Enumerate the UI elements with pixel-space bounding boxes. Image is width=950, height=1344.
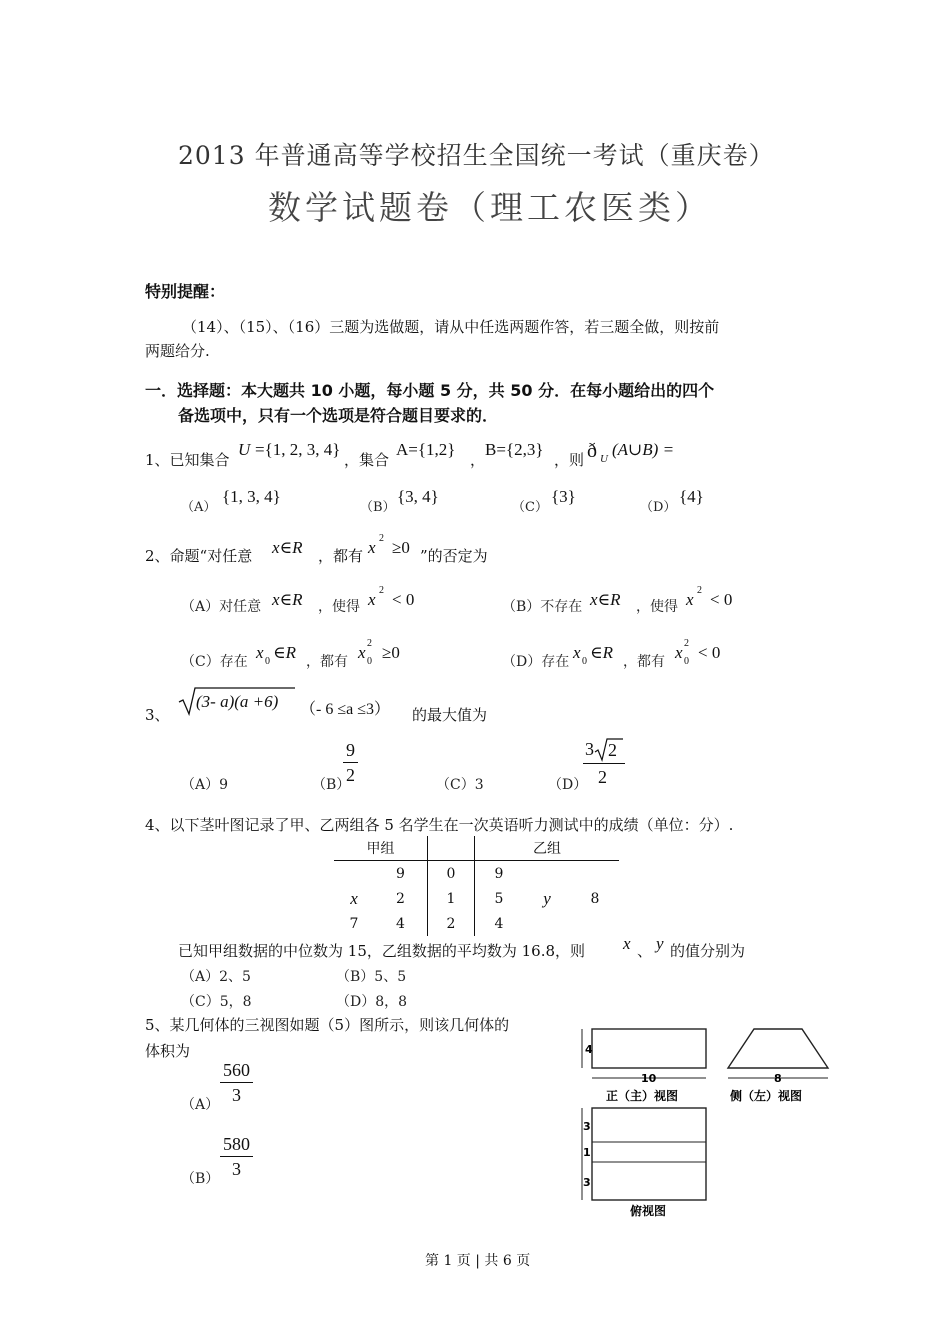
stem-leaf-header-right: 乙组 bbox=[475, 836, 620, 861]
leaf-left-2: 9 bbox=[374, 861, 428, 887]
q3-tail: 的最大值为 bbox=[412, 706, 488, 724]
stem-value: 1 bbox=[428, 886, 475, 911]
stem-leaf-row bbox=[334, 861, 619, 887]
q2-option-a-mid: ，使得 bbox=[318, 599, 360, 615]
q5-option-b-den: 3 bbox=[232, 1159, 241, 1179]
stem-leaf-row bbox=[334, 886, 619, 911]
top-dim-3: 3 bbox=[583, 1176, 591, 1189]
q2-option-c-e2-sub: 0 bbox=[367, 656, 372, 667]
leaf-left-2: 4 bbox=[374, 911, 428, 936]
q3-option-d-fraction-bar bbox=[583, 763, 625, 764]
q3-option-d-num-coef: 3 bbox=[585, 739, 594, 759]
q2-expr2-tail: ≥0 bbox=[392, 538, 410, 557]
leaf-right-2 bbox=[523, 911, 571, 936]
q2-option-b-e1: x∈R bbox=[590, 590, 621, 609]
leaf-right-3 bbox=[571, 911, 619, 936]
q2-option-c-tail: ≥0 bbox=[382, 643, 400, 662]
q2-option-b-sup: 2 bbox=[697, 585, 702, 596]
q3-option-d-num-rad: 2 bbox=[608, 740, 617, 760]
q3-option-c[interactable]: （C）3 bbox=[436, 777, 484, 793]
q1-expr-c2: (A∪B) = bbox=[612, 440, 675, 459]
front-dim-w: 10 bbox=[641, 1072, 657, 1085]
stem-value: 2 bbox=[428, 911, 475, 936]
q5-stem-1: 5、某几何体的三视图如题（5）图所示，则该几何体的 bbox=[145, 1016, 510, 1034]
stem-value: 0 bbox=[428, 861, 475, 887]
q1-option-c-label[interactable]: （C） bbox=[512, 500, 548, 515]
leaf-right-1: 5 bbox=[494, 890, 504, 907]
q3-option-d-fraction bbox=[583, 737, 625, 790]
leaf-right-3 bbox=[571, 861, 619, 887]
stem-leaf-row bbox=[334, 911, 619, 936]
q2-option-d-tail: < 0 bbox=[698, 643, 721, 662]
q1-option-a-value: {1, 3, 4} bbox=[222, 487, 281, 506]
q4-condition-sep: 、 bbox=[637, 942, 653, 960]
q2-stem-c: ”的否定为 bbox=[420, 547, 488, 565]
leaf-left-1 bbox=[334, 861, 374, 887]
q5-option-b-num: 580 bbox=[220, 1134, 253, 1157]
notice-text-2: 两题给分. bbox=[145, 342, 210, 360]
q2-option-b-tail: < 0 bbox=[710, 590, 733, 609]
exam-subtitle: 数学试题卷（理工农医类） bbox=[268, 188, 712, 227]
q5-option-a-label[interactable]: （A） bbox=[181, 1097, 220, 1113]
q3-option-b-den: 2 bbox=[346, 765, 355, 785]
q2-option-b-label[interactable]: （B）不存在 bbox=[502, 599, 583, 615]
q5-option-b-label[interactable]: （B） bbox=[181, 1171, 220, 1187]
side-caption: 侧（左）视图 bbox=[730, 1089, 803, 1103]
leaf-left-1: 7 bbox=[349, 915, 359, 932]
notice-text-1: （14）、（15）、（16）三题为选做题，请从中任选两题作答，若三题全做，则按前 bbox=[182, 318, 720, 336]
q3-option-d-label[interactable]: （D） bbox=[548, 777, 588, 793]
q2-option-b-mid: ，使得 bbox=[636, 599, 678, 615]
q2-stem-a: 2、命题“对任意 bbox=[145, 547, 253, 565]
side-view-trapezoid bbox=[728, 1029, 828, 1068]
q2-option-a-sup: 2 bbox=[379, 585, 384, 596]
front-view-rect bbox=[592, 1029, 706, 1068]
q1-option-a-label[interactable]: （A） bbox=[181, 500, 217, 515]
top-view-rect bbox=[592, 1108, 706, 1200]
top-dim-1: 3 bbox=[583, 1120, 591, 1133]
q2-option-d-label[interactable]: （D）存在 bbox=[502, 654, 570, 670]
q1-text-b: ，集合 bbox=[344, 451, 390, 469]
q1-expr-u-set: ={1, 2, 3, 4} bbox=[255, 440, 341, 459]
q2-option-c-e2: x bbox=[358, 643, 366, 662]
top-caption: 俯视图 bbox=[630, 1204, 667, 1218]
side-dim-w: 8 bbox=[774, 1072, 782, 1085]
q2-option-c-label[interactable]: （C）存在 bbox=[181, 654, 248, 670]
q4-option-c[interactable]: （C）5，8 bbox=[181, 994, 252, 1010]
q2-option-b-e2: x bbox=[686, 590, 694, 609]
q1-option-d-label[interactable]: （D） bbox=[640, 500, 677, 515]
q3-option-b-fraction bbox=[343, 740, 358, 786]
stem-leaf-header-stem bbox=[428, 836, 475, 861]
q2-option-d-sup: 2 bbox=[684, 638, 689, 649]
three-view-figure bbox=[578, 1020, 838, 1220]
q2-option-c-mid: ，都有 bbox=[306, 654, 348, 670]
q2-option-c-e1: x bbox=[256, 643, 264, 662]
leaf-right-1: 4 bbox=[494, 915, 504, 932]
stem-leaf-table bbox=[334, 836, 619, 936]
section-heading-2: 备选项中，只有一个选项是符合题目要求的． bbox=[178, 406, 499, 425]
q1-text-a: 1、已知集合 bbox=[145, 451, 230, 469]
q2-option-c-sup: 2 bbox=[367, 638, 372, 649]
q1-expr-u: U bbox=[238, 440, 251, 459]
q2-option-a-tail: < 0 bbox=[392, 590, 415, 609]
q2-stem-b: ，都有 bbox=[318, 547, 364, 565]
q1-expr-c: ð bbox=[587, 440, 597, 462]
q2-option-c-e1-tail: ∈R bbox=[273, 643, 296, 662]
exam-title: 2013 年普通高等学校招生全国统一考试（重庆卷） bbox=[178, 141, 775, 170]
q4-option-b[interactable]: （B）5、5 bbox=[336, 969, 407, 985]
notice-label: 特别提醒： bbox=[145, 282, 226, 301]
q1-option-c-value: {3} bbox=[551, 487, 576, 506]
q5-option-a-den: 3 bbox=[232, 1085, 241, 1105]
leaf-right-3: 8 bbox=[590, 890, 600, 907]
q4-condition-b: 的值分别为 bbox=[670, 942, 746, 960]
q4-condition-y: y bbox=[656, 934, 664, 953]
front-caption: 正（主）视图 bbox=[606, 1089, 679, 1103]
q3-option-b-num: 9 bbox=[343, 740, 358, 763]
leaf-left-1: x bbox=[350, 888, 358, 908]
q3-condition: （- 6 ≤a ≤3） bbox=[300, 701, 390, 718]
page-footer: 第 1 页 | 共 6 页 bbox=[425, 1253, 531, 1269]
q2-option-d-e2-sub: 0 bbox=[684, 656, 689, 667]
q4-option-d[interactable]: （D）8，8 bbox=[336, 994, 408, 1010]
q3-sqrt-body: (3- a)(a +6) bbox=[196, 692, 279, 711]
q5-stem-2: 体积为 bbox=[145, 1042, 191, 1060]
q1-sep: ， bbox=[470, 451, 486, 469]
q3-option-b-label[interactable]: （B） bbox=[312, 777, 351, 793]
leaf-right-2 bbox=[523, 861, 571, 887]
q2-expr1: x∈R bbox=[272, 538, 303, 557]
leaf-left-2: 2 bbox=[374, 886, 428, 911]
q2-option-d-e1: x bbox=[573, 643, 581, 662]
q2-option-d-e2: x bbox=[675, 643, 683, 662]
q3-option-d-den: 2 bbox=[598, 767, 607, 787]
q5-option-b-fraction bbox=[220, 1134, 253, 1180]
q2-option-a-e2: x bbox=[368, 590, 376, 609]
q4-stem: 4、以下茎叶图记录了甲、乙两组各 5 名学生在一次英语听力测试中的成绩（单位：分）. bbox=[145, 816, 734, 834]
leaf-right-2: y bbox=[543, 888, 551, 908]
q1-text-c: ，则 bbox=[554, 451, 585, 469]
q5-option-a-fraction bbox=[220, 1060, 253, 1106]
leaf-right-1: 9 bbox=[494, 865, 504, 882]
q2-expr2: x bbox=[368, 538, 376, 557]
q1-expr-a: A={1,2} bbox=[396, 440, 456, 459]
top-dim-2: 1 bbox=[583, 1146, 591, 1159]
q1-option-d-value: {4} bbox=[679, 487, 704, 506]
stem-leaf-header-left: 甲组 bbox=[334, 836, 428, 861]
q4-option-a[interactable]: （A）2、5 bbox=[181, 969, 251, 985]
section-heading-1: 一．选择题：本大题共 10 小题，每小题 5 分，共 50 分．在每小题给出的四个 bbox=[145, 381, 715, 400]
q2-option-d-e1-sub: 0 bbox=[582, 656, 587, 667]
q2-option-a-e1: x∈R bbox=[272, 590, 303, 609]
q1-expr-c-sub: U bbox=[600, 453, 608, 465]
q1-option-b-label[interactable]: （B） bbox=[360, 500, 396, 515]
front-dim-h: 4 bbox=[585, 1043, 593, 1056]
q4-condition-x: x bbox=[623, 934, 631, 953]
q1-expr-b: B={2,3} bbox=[485, 440, 544, 459]
q5-option-a-num: 560 bbox=[220, 1060, 253, 1083]
q2-option-c-e1-sub: 0 bbox=[265, 656, 270, 667]
q1-option-b-value: {3, 4} bbox=[397, 487, 439, 506]
q3-number: 3、 bbox=[145, 706, 170, 724]
q2-option-d-mid: ，都有 bbox=[623, 654, 665, 670]
q2-expr2-sup: 2 bbox=[379, 533, 384, 544]
q3-option-a[interactable]: （A）9 bbox=[181, 777, 229, 793]
q2-option-d-e1-tail: ∈R bbox=[590, 643, 613, 662]
q4-condition-a: 已知甲组数据的中位数为 15，乙组数据的平均数为 16.8，则 bbox=[178, 942, 586, 960]
q2-option-a-label[interactable]: （A）对任意 bbox=[181, 599, 262, 615]
